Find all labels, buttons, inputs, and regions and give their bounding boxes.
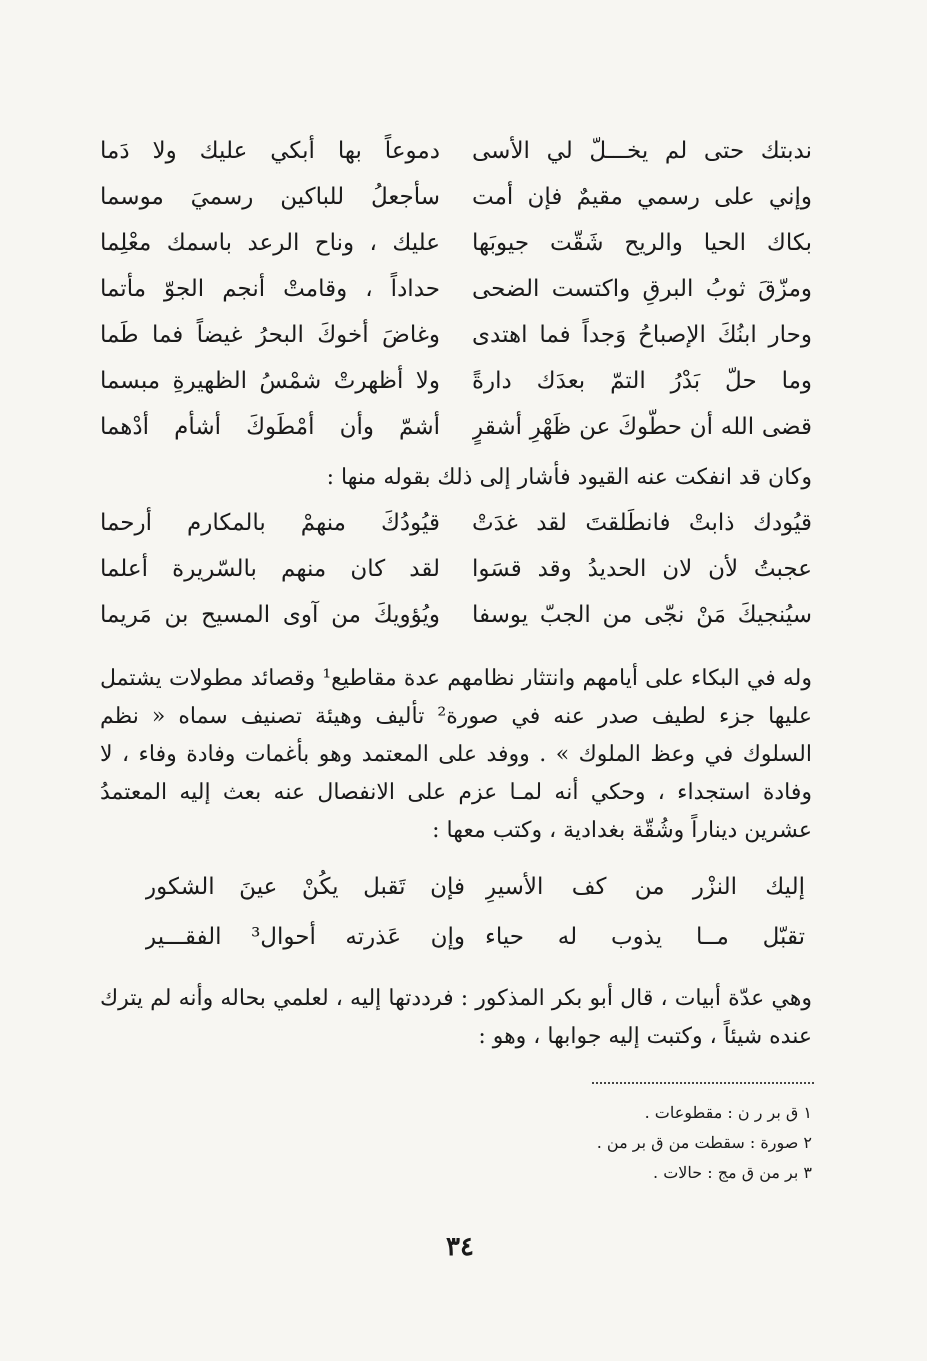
verse-line xyxy=(100,128,812,174)
hemistich: وحار ابنُكَ الإصباحُ وَجداً فما اهتدى xyxy=(472,322,812,348)
hemistich: قيُودُكَ منهمْ بالمكارم أرحما xyxy=(100,510,440,536)
verse-line xyxy=(100,592,812,638)
footnote-divider xyxy=(592,1082,814,1084)
hemistich: أشمّ وأن أمْطَوكَ أشأم أدْهما xyxy=(100,414,440,440)
hemistich: عجبتُ لأن لان الحديدُ وقد قسَوا xyxy=(472,556,812,582)
intro-line: وكان قد انفكت عنه القيود فأشار إلى ذلك بقوله منها : xyxy=(326,465,812,490)
verse-line xyxy=(100,312,812,358)
paragraph xyxy=(100,660,812,850)
verse-line xyxy=(100,174,812,220)
hemistich: تقبّل مــا يذوب له حياء xyxy=(485,924,805,950)
poem-fetters xyxy=(100,500,812,638)
poem-elegy xyxy=(100,128,812,450)
hemistich: إليك النزْر من كف الأسيرِ xyxy=(485,874,805,900)
hemistich: قضى الله أن حطّوكَ عن ظَهْرِ أشقرٍ xyxy=(472,414,812,440)
verse-line xyxy=(145,862,805,912)
verse-line xyxy=(100,500,812,546)
hemistich: فإن تَقبل يكُنْ عينَ الشكور xyxy=(145,874,465,900)
hemistich: لقد كان منهم بالسّريرة أعلما xyxy=(100,556,440,582)
verse-line xyxy=(145,912,805,962)
page-number: ٣٤ xyxy=(446,1232,474,1262)
hemistich: وغاضَ أخوكَ البحرُ غيضاً فما طَما xyxy=(100,322,440,348)
footnote: ١ ق بر ر ن : مقطوعات . xyxy=(644,1103,812,1122)
footnotes xyxy=(400,1098,812,1188)
hemistich: عليك ، وناح الرعد باسمك معْلِما xyxy=(100,230,440,256)
hemistich: سأجعلُ للباكين رسميَ موسما xyxy=(100,184,440,210)
hemistich: وإن عَذرته أحوال³ الفقـــير xyxy=(145,924,465,950)
hemistich: ومزّقَ ثوبُ البرقِ واكتست الضحى xyxy=(472,276,812,302)
footnote: ٣ بر من ق مج : حالات . xyxy=(653,1163,812,1182)
hemistich: سيُنجيكَ مَنْ نجّى من الجبّ يوسفا xyxy=(472,602,812,628)
hemistich: وإني على رسمي مقيمٌ فإن أمت xyxy=(472,184,812,210)
poem-gift xyxy=(145,862,805,962)
verse-line xyxy=(100,546,812,592)
verse-line xyxy=(100,404,812,450)
paragraph-text: وهي عدّة أبيات ، قال أبو بكر المذكور : فرددتها إليه ، لعلمي بحاله وأنه لم يترك عنده شيئاً ، وكتبت إليه جوابها ، وهو : xyxy=(100,986,812,1049)
paragraph-text: وله في البكاء على أيامهم وانتثار نظامهم عدة مقاطيع¹ وقصائد مطولات يشتمل عليها جزء لطيف صدر عنه في صورة² تأليف وهيئة تصنيف سماه « نظم السلوك في وعظ الملوك » . ووفد على المعتمد وهو بأغمات وفادة وفاء ، لا وفادة استجداء ، وحكي أنه لمـا عزم على الانفصال عنه بعث إليه المعتمدُ عشرين ديناراً وشُقّة بغدادية ، وكتب معها : xyxy=(100,666,813,843)
hemistich: ندبتك حتى لم يخـــلّ لي الأسى xyxy=(472,138,812,164)
hemistich: قيُودك ذابتْ فانطَلقتَ لقد غدَتْ xyxy=(472,510,812,536)
hemistich: ولا أظهرتْ شمْسُ الظهيرةِ مبسما xyxy=(100,368,440,394)
hemistich: دموعاً بها أبكي عليك ولا دَما xyxy=(100,138,440,164)
verse-line xyxy=(100,358,812,404)
verse-line xyxy=(100,266,812,312)
footnote: ٢ صورة : سقطت من ق بر من . xyxy=(596,1133,812,1152)
hemistich: حداداً ، وقامتْ أنجم الجوّ مأتما xyxy=(100,276,440,302)
hemistich: وما حلّ بَدْرُ التمّ بعدَك دارةً xyxy=(472,368,812,394)
verse-line xyxy=(100,220,812,266)
hemistich: ويُؤويكَ من آوى المسيح بن مَريما xyxy=(100,602,440,628)
paragraph xyxy=(100,980,812,1056)
hemistich: بكاك الحيا والريح شَقّت جيوبَها xyxy=(472,230,812,256)
